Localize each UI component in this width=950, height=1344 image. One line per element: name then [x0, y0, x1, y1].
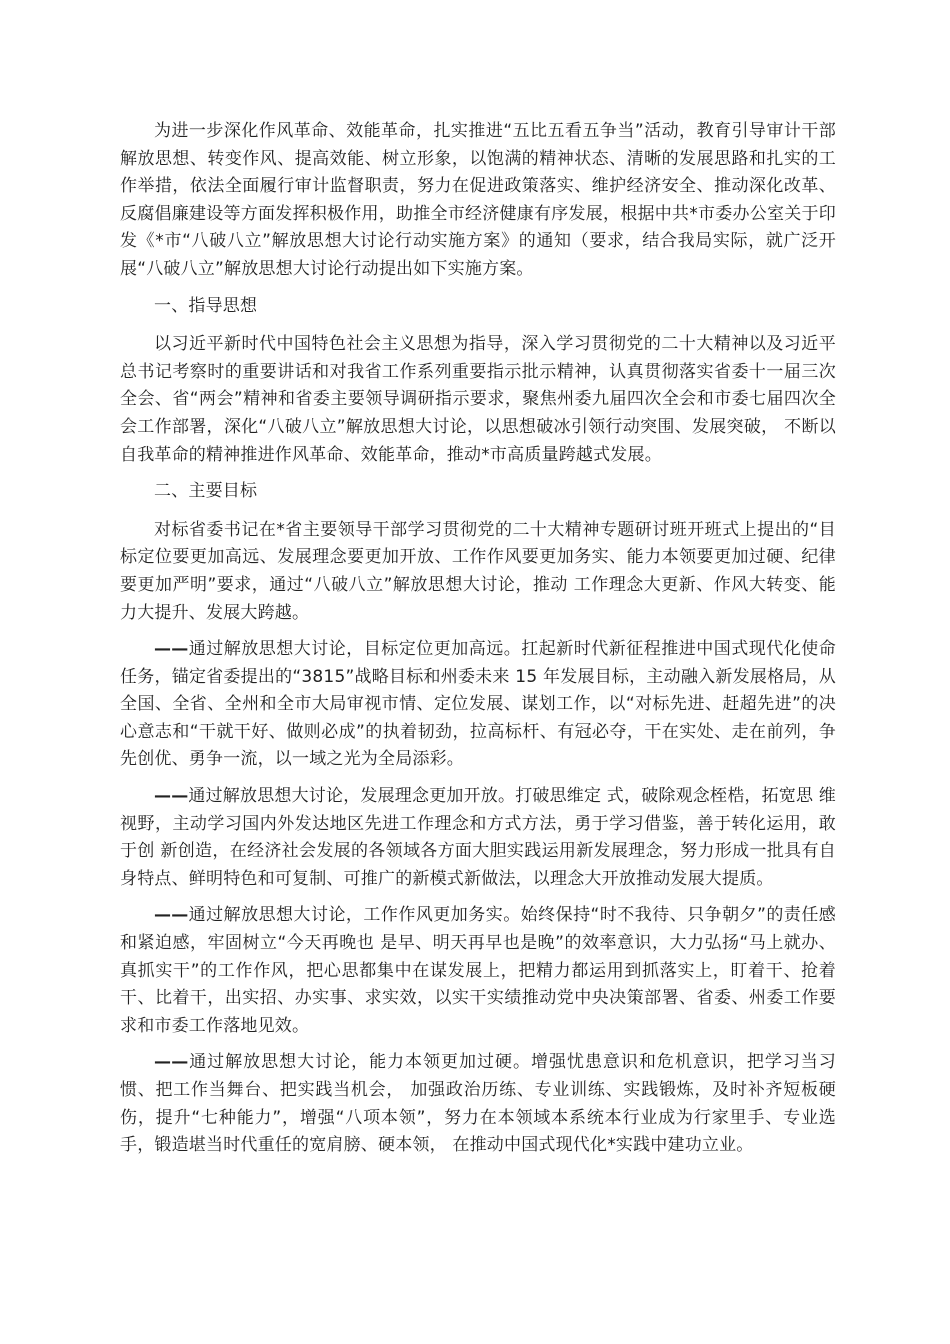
goal-item-dash: ——	[154, 1052, 189, 1073]
main-goals-paragraph: 对标省委书记在*省主要领导干部学习贯彻党的二十大精神专题研讨班开班式上提出的“目标定位要更加高远、发展理念要更加开放、工作作风要更加务实、能力本领要更加过硬、纪律要更加严明”要求，通过“八破八立”解放思想大讨论，推动 工作理念大更新、作风大转变、能力大提升、发展大跨越。	[120, 519, 836, 623]
goal-item-text: 通过解放思想大讨论，能力本领更加过硬。增强忧患意识和危机意识，把学习当习惯、把工作当舞台、把实践当机会， 加强政治历练、专业训练、实践锻炼，及时补齐短板硬伤，提升“七种能力”，增强“八项本领”，努力在本领域本系统本行业成为行家里手、专业选手，锻造堪当时代重任的宽肩膀、硬本领， 在推动中国式现代化*实践中建功立业。	[120, 1052, 836, 1156]
goal-item-development-concept	[120, 783, 836, 893]
goal-item-work-style	[120, 902, 836, 1040]
document-body	[120, 118, 836, 1169]
goal-item-text: 通过解放思想大讨论，发展理念更加开放。打破思维定 式，破除观念桎梏，拓宽思 维视野，主动学习国内外发达地区先进工作理念和方式方法，勇于学习借鉴，善于转化运用，敢于创 新创造，在经济社会发展的各领域各方面大胆实践运用新发展理念，努力形成一批具有自身特点、鲜明特色和可复制、可推广的新模式新做法，以理念大开放推动发展大提质。	[120, 786, 837, 889]
goal-item-dash: ——	[154, 786, 189, 807]
goal-item-ability	[120, 1049, 836, 1159]
goal-item-text: 通过解放思想大讨论，目标定位更加高远。扛起新时代新征程推进中国式现代化使命任务，锚定省委提出的“3815”战略目标和州委未来 15 年发展目标，主动融入新发展格局，从全国、全省、全州和全市大局审视市情、定位发展、谋划工作，以“对标先进、赶超先进”的决心意志和“干就干好、做则必成”的执着韧劲，拉高标杆、有冠必夺，干在实处、走在前列，争先创优、勇争一流，以一域之光为全局添彩。	[120, 639, 836, 770]
goal-item-dash: ——	[154, 639, 189, 660]
section-heading-guiding-ideology: 一、指导思想	[154, 295, 258, 316]
goal-item-target-positioning	[120, 636, 836, 774]
guiding-ideology-paragraph: 以习近平新时代中国特色社会主义思想为指导，深入学习贯彻党的二十大精神以及习近平总书记考察时的重要讲话和对我省工作系列重要指示批示精神，认真贯彻落实省委十一届三次全会、省“两会”精神和省委主要领导调研指示要求，聚焦州委九届四次全会和市委七届四次全会工作部署，深化“八破八立”解放思想大讨论，以思想破冰引领行动突围、发展突破， 不断以自我革命的精神推进作风革命、效能革命，推动*市高质量跨越式发展。	[120, 334, 836, 465]
section-heading-main-goals: 二、主要目标	[154, 481, 258, 502]
goal-item-dash: ——	[154, 905, 189, 926]
intro-paragraph: 为进一步深化作风革命、效能革命，扎实推进“五比五看五争当”活动，教育引导审计干部解放思想、转变作风、提高效能、树立形象，以饱满的精神状态、清晰的发展思路和扎实的工作举措，依法全面履行审计监督职责，努力在促进政策落实、维护经济安全、推动深化改革、反腐倡廉建设等方面发挥积极作用，助推全市经济健康有序发展，根据中共*市委办公室关于印发《*市“八破八立”解放思想大讨论行动实施方案》的通知（要求，结合我局实际，就广泛开展“八破八立”解放思想大讨论行动提出如下实施方案。	[120, 121, 836, 279]
goal-item-text: 通过解放思想大讨论，工作作风更加务实。始终保持“时不我待、只争朝夕”的责任感和紧迫感，牢固树立“今天再晚也 是早、明天再早也是晚”的效率意识，大力弘扬“马上就办、真抓实干”的工作作风，把心思都集中在谋发展上，把精力都运用到抓落实上，盯着干、抢着干、比着干，出实招、办实事、求实效，以实干实绩推动党中央决策部署、省委、州委工作要求和市委工作落地见效。	[120, 905, 836, 1036]
